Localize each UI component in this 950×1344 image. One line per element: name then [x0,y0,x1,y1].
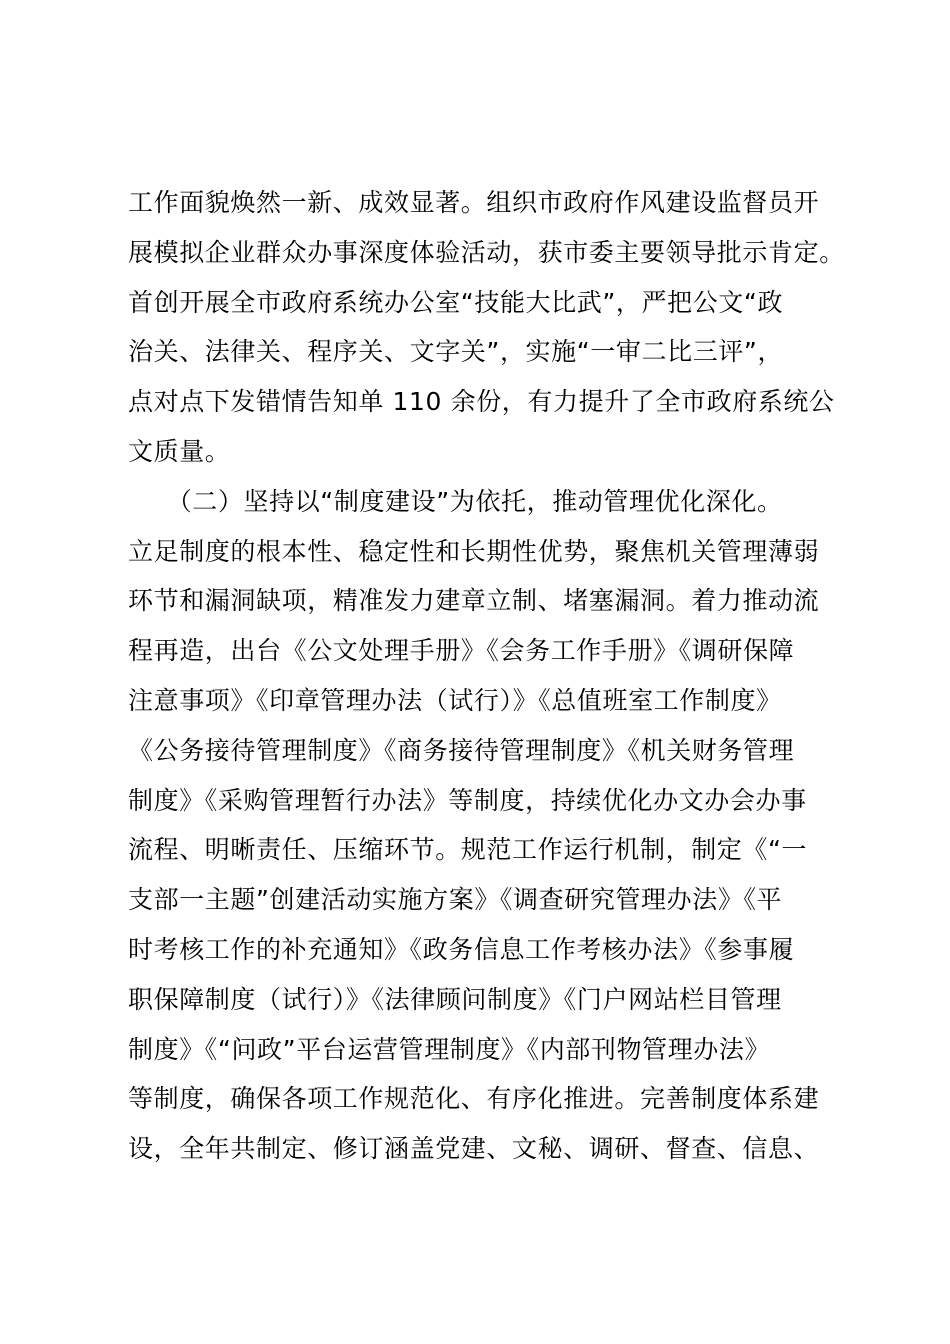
text-line: 职保障制度（试行）》《法律顾问制度》《门户网站栏目管理 [128,984,782,1014]
text-line: 时考核工作的补充通知》《政务信息工作考核办法》《参事履 [128,934,795,964]
text-line: 《公务接待管理制度》《商务接待管理制度》《机关财务管理 [128,735,795,765]
text-line: 等制度，确保各项工作规范化、有序化推进。完善制度体系建 [128,1084,820,1114]
section-heading-line: （二）坚持以“制度建设”为依托，推动管理优化深化。 [128,486,783,516]
body-text [128,178,845,1174]
text-line: 治关、法律关、程序关、文字关”，实施“一审二比三评”， [128,337,784,367]
text-line: 制度》《采购管理暂行办法》等制度，持续优化办文办会办事 [128,785,807,815]
text-line: 首创开展全市政府系统办公室“技能大比武”，严把公文“政 [128,287,784,317]
text-line: 支部一主题”创建活动实施方案》《调查研究管理办法》《平 [128,885,783,915]
text-line: 注意事项》《印章管理办法（试行）》《总值班室工作制度》 [128,685,782,715]
text-line: 展模拟企业群众办事深度体验活动，获市委主要领导批示肯定。 [128,237,845,267]
text-line: 文质量。 [128,436,231,466]
text-line: 点对点下发错情告知单 110 余份，有力提升了全市政府系统公 [128,387,835,417]
text-line: 制度》《“问政”平台运营管理制度》《内部刊物管理办法》 [128,1034,771,1064]
text-line: 工作面貌焕然一新、成效显著。组织市政府作风建设监督员开 [128,188,820,217]
text-line: 流程、明晰责任、压缩环节。规范工作运行机制，制定《“一 [128,835,808,865]
text-line: 程再造，出台《公文处理手册》《会务工作手册》《调研保障 [128,636,795,666]
text-line: 设，全年共制定、修订涵盖党建、文秘、调研、督查、信息、 [128,1134,820,1164]
text-line: 立足制度的根本性、稳定性和长期性优势，聚焦机关管理薄弱 [128,536,820,566]
text-line: 环节和漏洞缺项，精准发力建章立制、堵塞漏洞。着力推动流 [128,586,820,616]
